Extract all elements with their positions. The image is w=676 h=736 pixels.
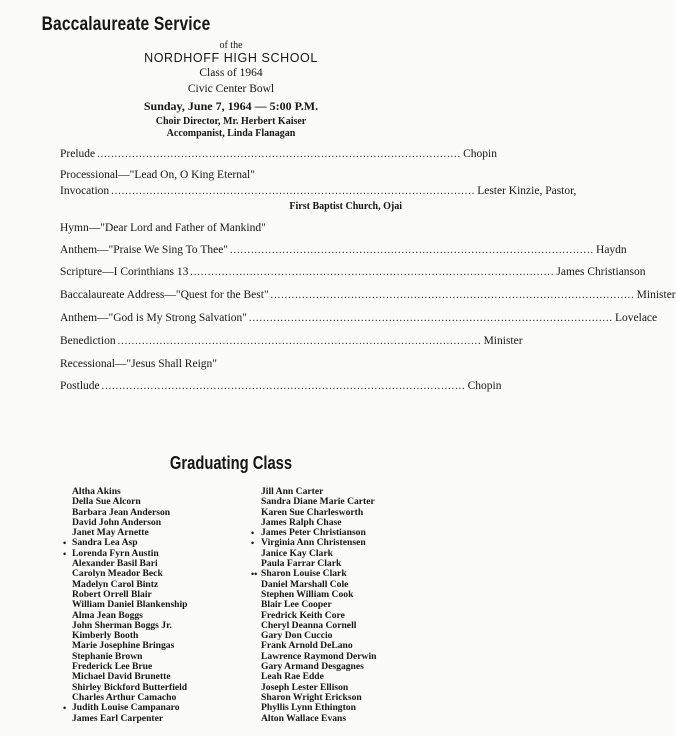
graduate-name-text: Gary Don Cuccio [261, 630, 333, 642]
graduate-name-text: James Ralph Chase [261, 516, 342, 528]
graduate-name-text: Sandra Lea Asp [72, 537, 138, 549]
program-item-label: Invocation [60, 185, 110, 197]
honor-mark: • [251, 528, 255, 539]
graduate-name-text: Paula Farrar Clark [261, 558, 342, 570]
graduate-name-text: Daniel Marshall Cole [261, 578, 349, 590]
honor-mark: • [63, 548, 67, 559]
program-item-label: Benediction [60, 335, 116, 347]
graduate-name-text: Michael David Brunette [72, 671, 171, 683]
program-item [60, 358, 402, 372]
graduate-name-text: Alma Jean Boggs [72, 609, 143, 621]
graduate-name-text: Shirley Bickford Butterfield [72, 681, 188, 693]
graduate-name-text: Fredrick Keith Core [261, 609, 345, 621]
graduate-name-text: Madelyn Carol Bintz [72, 578, 159, 590]
program-item-label: Prelude [60, 148, 96, 160]
graduate-name-text: Barbara Jean Anderson [72, 506, 171, 518]
program-item-label: Baccalaureate Address—"Quest for the Best" [60, 289, 269, 301]
program-item [60, 289, 676, 303]
program-item-value: Minister [483, 335, 523, 347]
program-item [60, 312, 658, 326]
graduate-name-text: Altha Akins [72, 486, 121, 497]
graduate-name [72, 714, 188, 724]
leader-dots: ........................................................................................................ [117, 336, 482, 347]
program-item [60, 148, 498, 162]
graduate-list-right [251, 486, 377, 724]
graduate-name-text: Blair Lee Cooper [261, 599, 332, 611]
graduate-name-text: Lawrence Raymond Derwin [261, 650, 377, 662]
program-item [60, 335, 523, 349]
program-item [60, 169, 402, 183]
program-item-label: Anthem—"God is My Strong Salvation" [60, 312, 247, 324]
program-item [60, 185, 577, 199]
program-item-label: Postlude [60, 380, 100, 392]
leader-dots: ........................................................................................................ [230, 245, 595, 256]
program-item-label: Hymn—"Dear Lord and Father of Mankind" [60, 222, 266, 234]
graduate-name-text: Stephen William Cook [261, 588, 354, 600]
graduate-name-text: Alexander Basil Bari [72, 558, 158, 570]
leader-dots: ........................................................................................................ [111, 186, 476, 197]
service-date: Sunday, June 7, 1964 — 5:00 P.M. [143, 99, 319, 113]
graduate-name-text: Janice Kay Clark [261, 547, 333, 559]
leader-dots: ........................................................................................................ [270, 290, 635, 301]
program-item-label: Anthem—"Praise We Sing To Thee" [60, 244, 229, 256]
graduate-name-text: Frederick Lee Brue [72, 661, 153, 673]
venue: Civic Center Bowl [187, 83, 275, 95]
class-year: Class of 1964 [199, 67, 263, 79]
program-item [60, 380, 502, 394]
graduate-name-text: Sharon Louise Clark [261, 568, 347, 580]
program-item-value: Haydn [596, 244, 627, 256]
graduating-class-title: Graduating Class [169, 453, 293, 473]
graduate-name-text: Phyllis Lynn Ethington [261, 702, 356, 714]
graduate-name-text: Charles Arthur Camacho [72, 691, 177, 703]
program-item-value: Chopin [467, 380, 502, 392]
graduate-name-text: Stephanie Brown [72, 650, 143, 662]
accompanist: Accompanist, Linda Flanagan [166, 128, 296, 139]
program-item-value: Lovelace [615, 312, 658, 324]
graduate-name-text: William Daniel Blankenship [72, 599, 188, 611]
graduate-name-text: Jill Ann Carter [261, 486, 324, 497]
graduate-name-text: Gary Armand Desgagnes [261, 661, 364, 673]
program-item-value: James Christianson [556, 266, 646, 278]
graduate-name-text: Leah Rae Edde [261, 671, 324, 683]
of-the-line: of the [219, 40, 243, 51]
leader-dots: ........................................................................................................ [190, 267, 555, 278]
program-item [60, 244, 627, 258]
graduate-name-text: James Peter Christianson [261, 527, 366, 539]
graduate-name [261, 714, 376, 724]
honor-mark: • [251, 538, 255, 549]
choir-director: Choir Director, Mr. Herbert Kaiser [155, 116, 307, 127]
program-item-label: Scripture—I Corinthians 13 [60, 266, 189, 278]
program-item-value: Lester Kinzie, Pastor, [477, 185, 577, 197]
program-item-value: Minister [636, 289, 676, 301]
school-name: NORDHOFF HIGH SCHOOL [144, 51, 318, 65]
graduate-name-text: Karen Sue Charlesworth [261, 506, 364, 518]
graduate-name-text: Della Sue Alcorn [72, 496, 141, 508]
honor-mark: •• [251, 569, 258, 580]
service-title: Baccalaureate Service [41, 14, 211, 35]
program-item-label: Processional—"Lead On, O King Eternal" [60, 169, 255, 181]
program-item-value: Chopin [463, 148, 498, 160]
graduate-list-left [63, 486, 188, 724]
graduate-name-text: Sandra Diane Marie Carter [261, 496, 375, 508]
graduate-name-text: Judith Louise Campanaro [72, 702, 180, 714]
graduate-name-text: David John Anderson [72, 516, 162, 528]
program-item-label: Recessional—"Jesus Shall Reign" [60, 358, 217, 370]
graduate-name-text: Joseph Lester Ellison [261, 681, 349, 693]
leader-dots: ........................................................................................................ [97, 149, 462, 160]
graduate-name-text: Alton Wallace Evans [261, 712, 347, 724]
graduate-name-text: Cheryl Deanna Cornell [261, 619, 357, 631]
honor-mark: • [63, 538, 67, 549]
honor-mark: • [63, 703, 67, 714]
graduate-name-text: Virginia Ann Christensen [261, 537, 366, 549]
program-item [60, 222, 402, 236]
program-item [60, 266, 646, 280]
graduate-name-text: John Sherman Boggs Jr. [72, 619, 172, 631]
graduate-name-text: Robert Orrell Blair [72, 588, 152, 600]
graduate-name-text: Carolyn Meador Beck [72, 568, 163, 580]
leader-dots: ........................................................................................................ [101, 381, 466, 392]
graduate-name-text: Kimberly Booth [72, 630, 139, 642]
graduate-name-text: Frank Arnold DeLano [261, 640, 353, 652]
graduate-name-text: Sharon Wright Erickson [261, 691, 362, 703]
graduate-name-text: Janet May Arnette [72, 527, 149, 539]
graduate-name-text: James Earl Carpenter [72, 712, 164, 724]
leader-dots: ........................................................................................................ [249, 313, 613, 324]
graduate-name-text: Marie Josephine Bringas [72, 640, 175, 652]
graduate-name-text: Lorenda Fyrn Austin [72, 547, 159, 559]
invocation-church: First Baptist Church, Ojai [289, 201, 402, 212]
